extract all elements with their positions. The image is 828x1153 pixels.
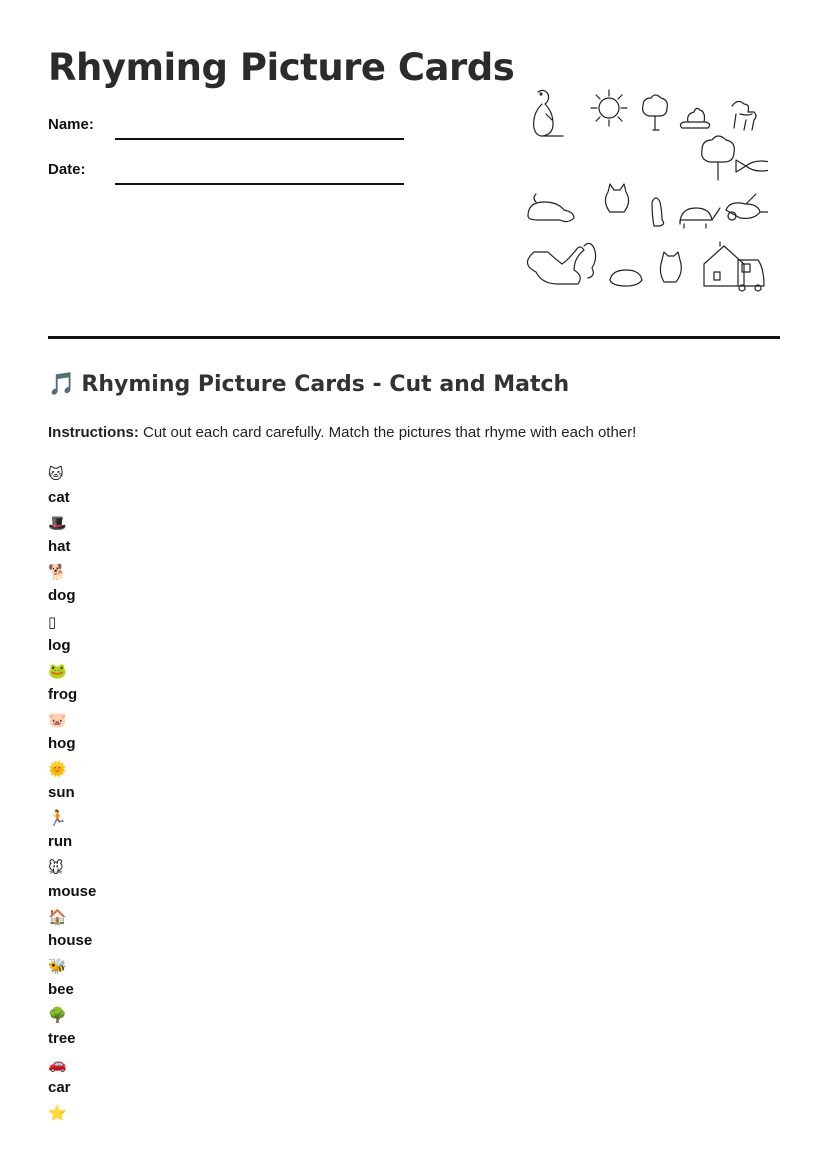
runner-icon: 🏃	[48, 809, 67, 828]
music-note-icon: 🎵	[48, 372, 76, 397]
card-log	[48, 612, 348, 661]
house-icon: 🏠	[48, 907, 67, 926]
card-dog	[48, 562, 348, 611]
hamster-doodle	[610, 270, 642, 286]
card-word: bee	[48, 980, 74, 998]
cat-sitting-doodle	[660, 252, 681, 282]
kangaroo-doodle	[534, 90, 563, 136]
card-tree	[48, 1005, 348, 1054]
card-word: dog	[48, 587, 76, 605]
rat-doodle	[528, 194, 574, 222]
instructions-lead: Instructions:	[48, 424, 139, 441]
tree-doodle	[643, 95, 668, 130]
sun-icon: 🌞	[48, 760, 67, 779]
pig-icon: 🐷	[48, 710, 67, 729]
name-field	[48, 112, 408, 142]
section-title-text: Rhyming Picture Cards - Cut and Match	[81, 372, 570, 397]
date-label: Date:	[48, 161, 86, 178]
tree-icon: 🌳	[48, 1006, 67, 1025]
turtle-doodle	[680, 208, 720, 228]
card-word: sun	[48, 784, 75, 802]
card-house	[48, 907, 348, 956]
star-icon: ⭐	[48, 1104, 67, 1123]
card-cat	[48, 464, 348, 513]
cupcake-doodle	[680, 108, 709, 128]
fish-doodle	[736, 160, 768, 172]
card-word: car	[48, 1079, 71, 1097]
date-write-line	[115, 183, 404, 185]
card-word: house	[48, 931, 93, 949]
date-field	[48, 157, 408, 187]
name-write-line	[115, 138, 404, 140]
dog-icon: 🐕	[48, 563, 67, 582]
top-hat-icon: 🎩	[48, 514, 67, 533]
house-doodle	[704, 242, 764, 291]
card-word: hog	[48, 734, 76, 752]
card-hat	[48, 513, 348, 562]
card-frog	[48, 661, 348, 710]
cat-icon: 🐱	[48, 465, 64, 483]
dog-doodle	[732, 101, 756, 130]
bee-icon: 🐝	[48, 956, 67, 975]
sun-doodle	[591, 90, 627, 126]
card-word: hat	[48, 538, 71, 556]
card-word: cat	[48, 489, 70, 506]
instructions-text: Cut out each card carefully. Match the pictures that rhyme with each other!	[138, 424, 637, 441]
mouse-doodle	[726, 194, 768, 220]
picture-card-list	[48, 464, 348, 1153]
animal-doodles-illustration	[524, 84, 768, 300]
card-hog	[48, 710, 348, 759]
card-mouse	[48, 858, 348, 907]
section-title	[48, 372, 569, 397]
card-star	[48, 1103, 348, 1152]
worksheet-header	[48, 0, 780, 340]
card-word: run	[48, 833, 73, 851]
frog-icon: 🐸	[48, 661, 67, 680]
bush-doodle	[702, 136, 735, 180]
card-sun	[48, 759, 348, 808]
missing-glyph-icon: ▯	[48, 612, 57, 631]
page-title: Rhyming Picture Cards	[48, 46, 515, 89]
card-word: tree	[48, 1030, 76, 1048]
meerkat-doodle	[652, 198, 664, 226]
card-word: mouse	[48, 882, 97, 900]
card-car	[48, 1054, 348, 1103]
mouse-icon: 🐭	[48, 858, 64, 877]
instructions	[48, 424, 636, 441]
card-word: frog	[48, 685, 78, 703]
name-label: Name:	[48, 116, 94, 133]
card-run	[48, 808, 348, 857]
header-divider	[48, 336, 780, 339]
card-word: log	[48, 636, 71, 654]
card-bee	[48, 956, 348, 1005]
car-icon: 🚗	[48, 1055, 67, 1074]
worksheet-page	[48, 0, 780, 1123]
squirrel-doodle	[527, 243, 595, 284]
cat-doodle	[605, 184, 628, 212]
